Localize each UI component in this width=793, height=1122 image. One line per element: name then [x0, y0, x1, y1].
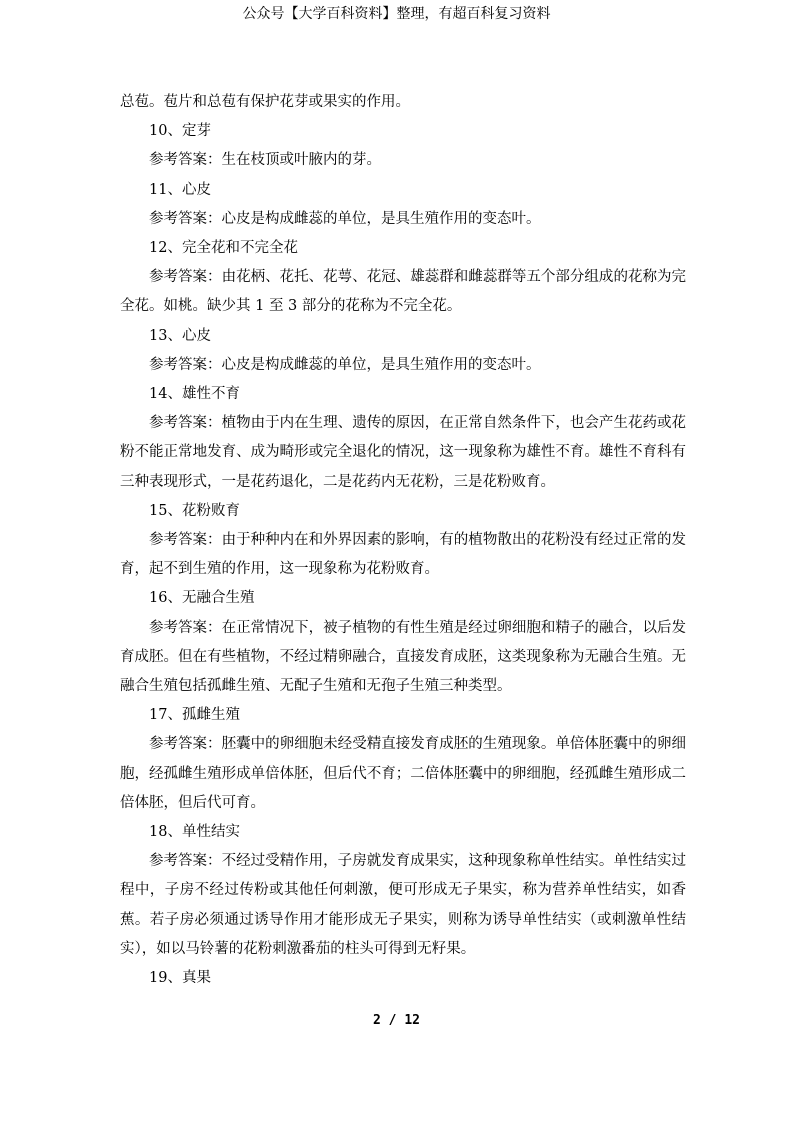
- answer-text: 参考答案：植物由于内在生理、遗传的原因，在正常自然条件下，也会产生花药或花粉不能正常地发育、成为畸形或完全退化的情况，这一现象称为雄性不育。雄性不育科有三种表现形式，一是花药退化，二是花药内无花粉，三是花粉败育。: [120, 415, 686, 490]
- question-title: 13、心皮: [149, 327, 211, 344]
- answer-text: 参考答案：由于种种内在和外界因素的影响，有的植物散出的花粉没有经过正常的发育，起不到生殖的作用，这一现象称为花粉败育。: [120, 532, 686, 578]
- paragraph: 总苞。苞片和总苞有保护花芽或果实的作用。: [120, 94, 410, 110]
- page-number: 2 / 12: [373, 1013, 420, 1028]
- question-title: 10、定芽: [149, 123, 211, 140]
- answer-text: 参考答案：胚囊中的卵细胞未经受精直接发育成胚的生殖现象。单倍体胚囊中的卵细胞，经孤雌生殖形成单倍体胚，但后代不育；二倍体胚囊中的卵细胞，经孤雌生殖形成二倍体胚，但后代可育。: [120, 736, 686, 811]
- question-title: 11、心皮: [149, 181, 211, 198]
- document-body: [120, 88, 686, 993]
- answer-text: 参考答案：生在枝顶或叶腋内的芽。: [149, 152, 381, 169]
- answer-text: 参考答案：由花柄、花托、花萼、花冠、雄蕊群和雌蕊群等五个部分组成的花称为完全花。如桃。缺少其 1 至 3 部分的花称为不完全花。: [120, 269, 686, 315]
- question-title: 15、花粉败育: [149, 502, 240, 519]
- question-title: 16、无融合生殖: [149, 590, 255, 607]
- answer-text: 参考答案：心皮是构成雌蕊的单位，是具生殖作用的变态叶。: [149, 210, 541, 227]
- question-title: 17、孤雌生殖: [149, 707, 240, 724]
- question-title: 12、完全花和不完全花: [149, 240, 298, 257]
- answer-text: 参考答案：心皮是构成雌蕊的单位，是具生殖作用的变态叶。: [149, 356, 541, 373]
- answer-text: 参考答案：不经过受精作用，子房就发育成果实，这种现象称单性结实。单性结实过程中，子房不经过传粉或其他任何刺激，便可形成无子果实，称为营养单性结实，如香蕉。若子房必须通过诱导作用才能形成无子果实，则称为诱导单性结实（或刺激单性结实），如以马铃薯的花粉刺激番茄的柱头可得到无籽果。: [120, 853, 686, 957]
- question-title: 14、雄性不育: [149, 386, 240, 403]
- question-title: 19、真果: [149, 970, 211, 987]
- page-header: 公众号【大学百科资料】整理，有超百科复习资料: [242, 6, 551, 22]
- question-title: 18、单性结实: [149, 824, 240, 841]
- answer-text: 参考答案：在正常情况下，被子植物的有性生殖是经过卵细胞和精子的融合，以后发育成胚。但在有些植物，不经过精卵融合，直接发育成胚，这类现象称为无融合生殖。无融合生殖包括孤雌生殖、无配子生殖和无孢子生殖三种类型。: [120, 619, 686, 695]
